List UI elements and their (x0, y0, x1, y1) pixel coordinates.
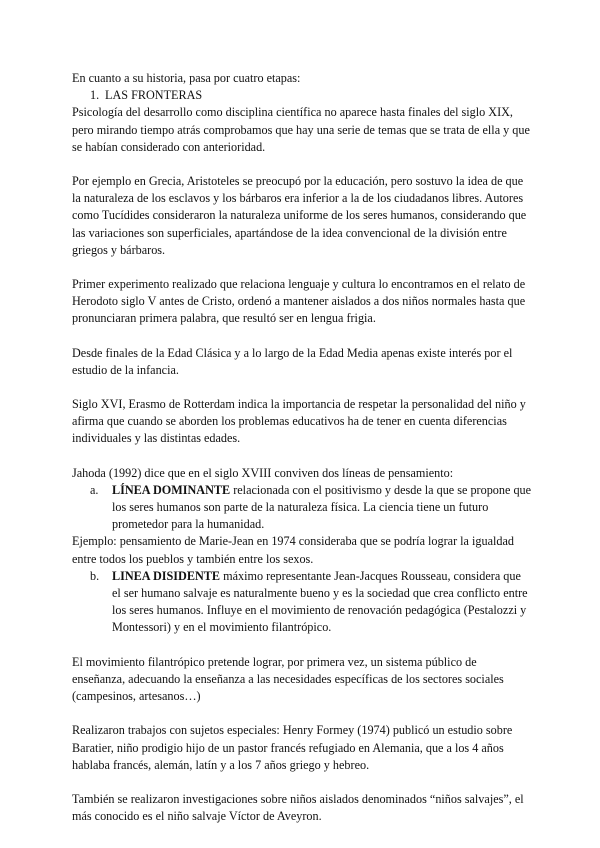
example-paragraph: Ejemplo: pensamiento de Marie-Jean en 1974 consideraba que se podría lograr la igualdad entre todos los pueblos y también entre los sexos. (72, 534, 514, 566)
intro-paragraph: En cuanto a su historia, pasa por cuatro etapas: (72, 71, 301, 85)
list-item-text: máximo representante Jean-Jacques Rousseau, considera que el ser humano salvaje es naturalmente bueno y es la sociedad que crea conflicto entre los seres humanos. Influye en el movimiento de renovación pedagógica (Pestalozzi y Montessori) y en el movimiento filantrópico. (112, 568, 528, 635)
list-item-title: LÍNEA DOMINANTE (112, 482, 231, 497)
list-item-text: relacionada con el positivismo y desde la que se propone que los seres humanos son parte de la naturaleza física. La ciencia tiene un futuro prometedor para la humanidad. (112, 482, 532, 532)
list-marker: a. (90, 482, 99, 497)
numbered-list-item (72, 87, 532, 104)
list-marker: b. (90, 568, 100, 583)
paragraph-6: Jahoda (1992) dice que en el siglo XVIII conviven dos líneas de pensamiento: (72, 465, 454, 480)
list-marker: 1. (90, 88, 100, 103)
list-item-b (72, 568, 532, 637)
paragraph-4: Desde finales de la Edad Clásica y a lo largo de la Edad Media apenas existe interés por el estudio de la infancia. (72, 345, 513, 377)
paragraph-5: Siglo XVI, Erasmo de Rotterdam indica la importancia de respetar la personalidad del niño y afirma que cuando se aborden los problemas educativos ha de tener en cuenta diferencias individuales y las distintas edades. (72, 397, 526, 446)
list-item-label: LAS FRONTERAS (105, 88, 203, 103)
paragraph-7: El movimiento filantrópico pretende lograr, por primera vez, un sistema público de enseñanza, adecuando la enseñanza a las necesidades específicas de los sectores sociales (campesinos, artesanos…) (72, 654, 504, 704)
paragraph-3: Primer experimento realizado que relaciona lenguaje y cultura lo encontramos en el relato de Herodoto siglo V antes de Cristo, ordenó a mantener aislados a dos niños normales hasta que pronunciaran primera palabra, que resultó ser en lengua frigia. (72, 277, 526, 326)
paragraph-1: Psicología del desarrollo como disciplina científica no aparece hasta finales del siglo XIX, pero mirando tiempo atrás comprobamos que hay una serie de temas que se trata de ella y que se habían considerado con anterioridad. (72, 105, 530, 154)
list-item-title: LINEA DISIDENTE (112, 568, 221, 583)
document-page (72, 70, 532, 825)
paragraph-2: Por ejemplo en Grecia, Aristoteles se preocupó por la educación, pero sostuvo la idea de que la naturaleza de los esclavos y los bárbaros era inferior a la de los ciudadanos libres. Autores como Tucídides consideraron la naturaleza uniforme de los seres humanos, considerando que las variaciones son superficiales, apartándose de la idea convencional de la división entre griegos y bárbaros. (72, 174, 527, 257)
paragraph-8: Realizaron trabajos con sujetos especiales: Henry Formey (1974) publicó un estudio sobre Baratier, niño prodigio hijo de un pastor francés refugiado en Alemania, que a los 4 años hablaba francés, alemán, latín y a los 7 años griego y hebreo. (72, 723, 513, 772)
paragraph-9: También se realizaron investigaciones sobre niños aislados denominados “niños salvajes”, el más conocido es el niño salvaje Víctor de Aveyron. (72, 791, 524, 824)
list-item-a (72, 482, 532, 534)
